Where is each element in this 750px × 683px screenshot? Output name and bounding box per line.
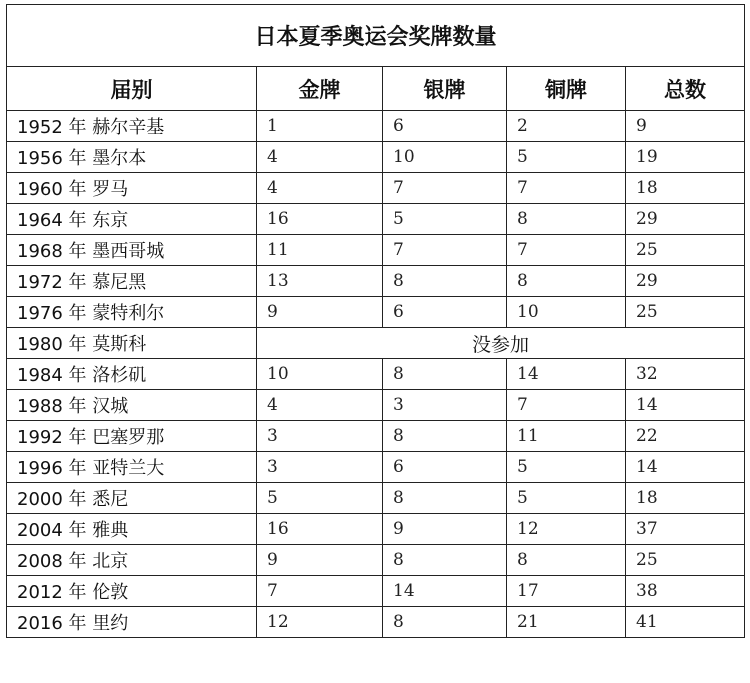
cell-gold: 7 — [257, 576, 383, 607]
cell-edition: 1976 年 蒙特利尔 — [7, 297, 257, 328]
table-row — [7, 421, 745, 452]
cell-edition: 1956 年 墨尔本 — [7, 142, 257, 173]
cell-gold: 1 — [257, 111, 383, 142]
table-row — [7, 111, 745, 142]
cell-edition: 2000 年 悉尼 — [7, 483, 257, 514]
cell-gold: 4 — [257, 390, 383, 421]
cell-total: 41 — [626, 607, 745, 638]
table-row — [7, 483, 745, 514]
table-row — [7, 359, 745, 390]
table-row — [7, 452, 745, 483]
header-total: 总数 — [626, 67, 745, 111]
cell-total: 25 — [626, 297, 745, 328]
cell-edition: 1984 年 洛杉矶 — [7, 359, 257, 390]
table-row — [7, 297, 745, 328]
cell-bronze: 10 — [507, 297, 626, 328]
cell-bronze: 5 — [507, 483, 626, 514]
table-header-row — [7, 67, 745, 111]
cell-silver: 8 — [383, 607, 507, 638]
cell-bronze: 7 — [507, 390, 626, 421]
cell-silver: 7 — [383, 173, 507, 204]
cell-gold: 12 — [257, 607, 383, 638]
cell-gold: 4 — [257, 142, 383, 173]
cell-total: 14 — [626, 390, 745, 421]
cell-bronze: 12 — [507, 514, 626, 545]
cell-edition: 1952 年 赫尔辛基 — [7, 111, 257, 142]
cell-bronze: 21 — [507, 607, 626, 638]
cell-gold: 9 — [257, 297, 383, 328]
cell-silver: 6 — [383, 452, 507, 483]
cell-gold: 3 — [257, 452, 383, 483]
cell-silver: 6 — [383, 111, 507, 142]
cell-total: 25 — [626, 235, 745, 266]
cell-bronze: 5 — [507, 142, 626, 173]
cell-silver: 14 — [383, 576, 507, 607]
cell-edition: 1972 年 慕尼黑 — [7, 266, 257, 297]
cell-bronze: 8 — [507, 545, 626, 576]
cell-total: 32 — [626, 359, 745, 390]
cell-bronze: 5 — [507, 452, 626, 483]
cell-total: 25 — [626, 545, 745, 576]
cell-gold: 9 — [257, 545, 383, 576]
cell-silver: 7 — [383, 235, 507, 266]
cell-edition: 1992 年 巴塞罗那 — [7, 421, 257, 452]
cell-total: 22 — [626, 421, 745, 452]
cell-bronze: 14 — [507, 359, 626, 390]
cell-total: 37 — [626, 514, 745, 545]
header-bronze: 铜牌 — [507, 67, 626, 111]
cell-gold: 11 — [257, 235, 383, 266]
cell-bronze: 17 — [507, 576, 626, 607]
cell-total: 14 — [626, 452, 745, 483]
cell-gold: 3 — [257, 421, 383, 452]
cell-total: 9 — [626, 111, 745, 142]
cell-gold: 16 — [257, 514, 383, 545]
table-row — [7, 328, 745, 359]
cell-silver: 5 — [383, 204, 507, 235]
cell-silver: 8 — [383, 421, 507, 452]
cell-bronze: 8 — [507, 266, 626, 297]
cell-total: 19 — [626, 142, 745, 173]
cell-silver: 8 — [383, 545, 507, 576]
table-row — [7, 173, 745, 204]
medal-table-container — [6, 4, 744, 638]
cell-gold: 16 — [257, 204, 383, 235]
header-edition: 届别 — [7, 67, 257, 111]
cell-edition: 1996 年 亚特兰大 — [7, 452, 257, 483]
cell-silver: 10 — [383, 142, 507, 173]
cell-total: 38 — [626, 576, 745, 607]
cell-bronze: 7 — [507, 173, 626, 204]
cell-gold: 5 — [257, 483, 383, 514]
cell-total: 18 — [626, 483, 745, 514]
cell-silver: 8 — [383, 266, 507, 297]
cell-silver: 8 — [383, 359, 507, 390]
table-row — [7, 235, 745, 266]
table-row — [7, 514, 745, 545]
cell-edition: 1980 年 莫斯科 — [7, 328, 257, 359]
cell-bronze: 2 — [507, 111, 626, 142]
table-row — [7, 266, 745, 297]
cell-edition: 2004 年 雅典 — [7, 514, 257, 545]
cell-total: 18 — [626, 173, 745, 204]
cell-bronze: 8 — [507, 204, 626, 235]
cell-silver: 8 — [383, 483, 507, 514]
cell-gold: 4 — [257, 173, 383, 204]
table-title: 日本夏季奥运会奖牌数量 — [7, 5, 745, 67]
table-row — [7, 607, 745, 638]
cell-edition: 1960 年 罗马 — [7, 173, 257, 204]
cell-total: 29 — [626, 266, 745, 297]
table-row — [7, 576, 745, 607]
header-silver: 银牌 — [383, 67, 507, 111]
cell-silver: 9 — [383, 514, 507, 545]
cell-edition: 1964 年 东京 — [7, 204, 257, 235]
cell-bronze: 11 — [507, 421, 626, 452]
table-row — [7, 142, 745, 173]
table-row — [7, 390, 745, 421]
table-row — [7, 545, 745, 576]
header-gold: 金牌 — [257, 67, 383, 111]
table-row — [7, 204, 745, 235]
medal-table — [6, 4, 745, 638]
cell-edition: 2016 年 里约 — [7, 607, 257, 638]
cell-edition: 2012 年 伦敦 — [7, 576, 257, 607]
cell-edition: 1968 年 墨西哥城 — [7, 235, 257, 266]
cell-silver: 6 — [383, 297, 507, 328]
cell-edition: 2008 年 北京 — [7, 545, 257, 576]
cell-note: 没参加 — [257, 328, 745, 359]
cell-edition: 1988 年 汉城 — [7, 390, 257, 421]
cell-total: 29 — [626, 204, 745, 235]
table-title-row — [7, 5, 745, 67]
cell-silver: 3 — [383, 390, 507, 421]
cell-gold: 10 — [257, 359, 383, 390]
cell-bronze: 7 — [507, 235, 626, 266]
cell-gold: 13 — [257, 266, 383, 297]
